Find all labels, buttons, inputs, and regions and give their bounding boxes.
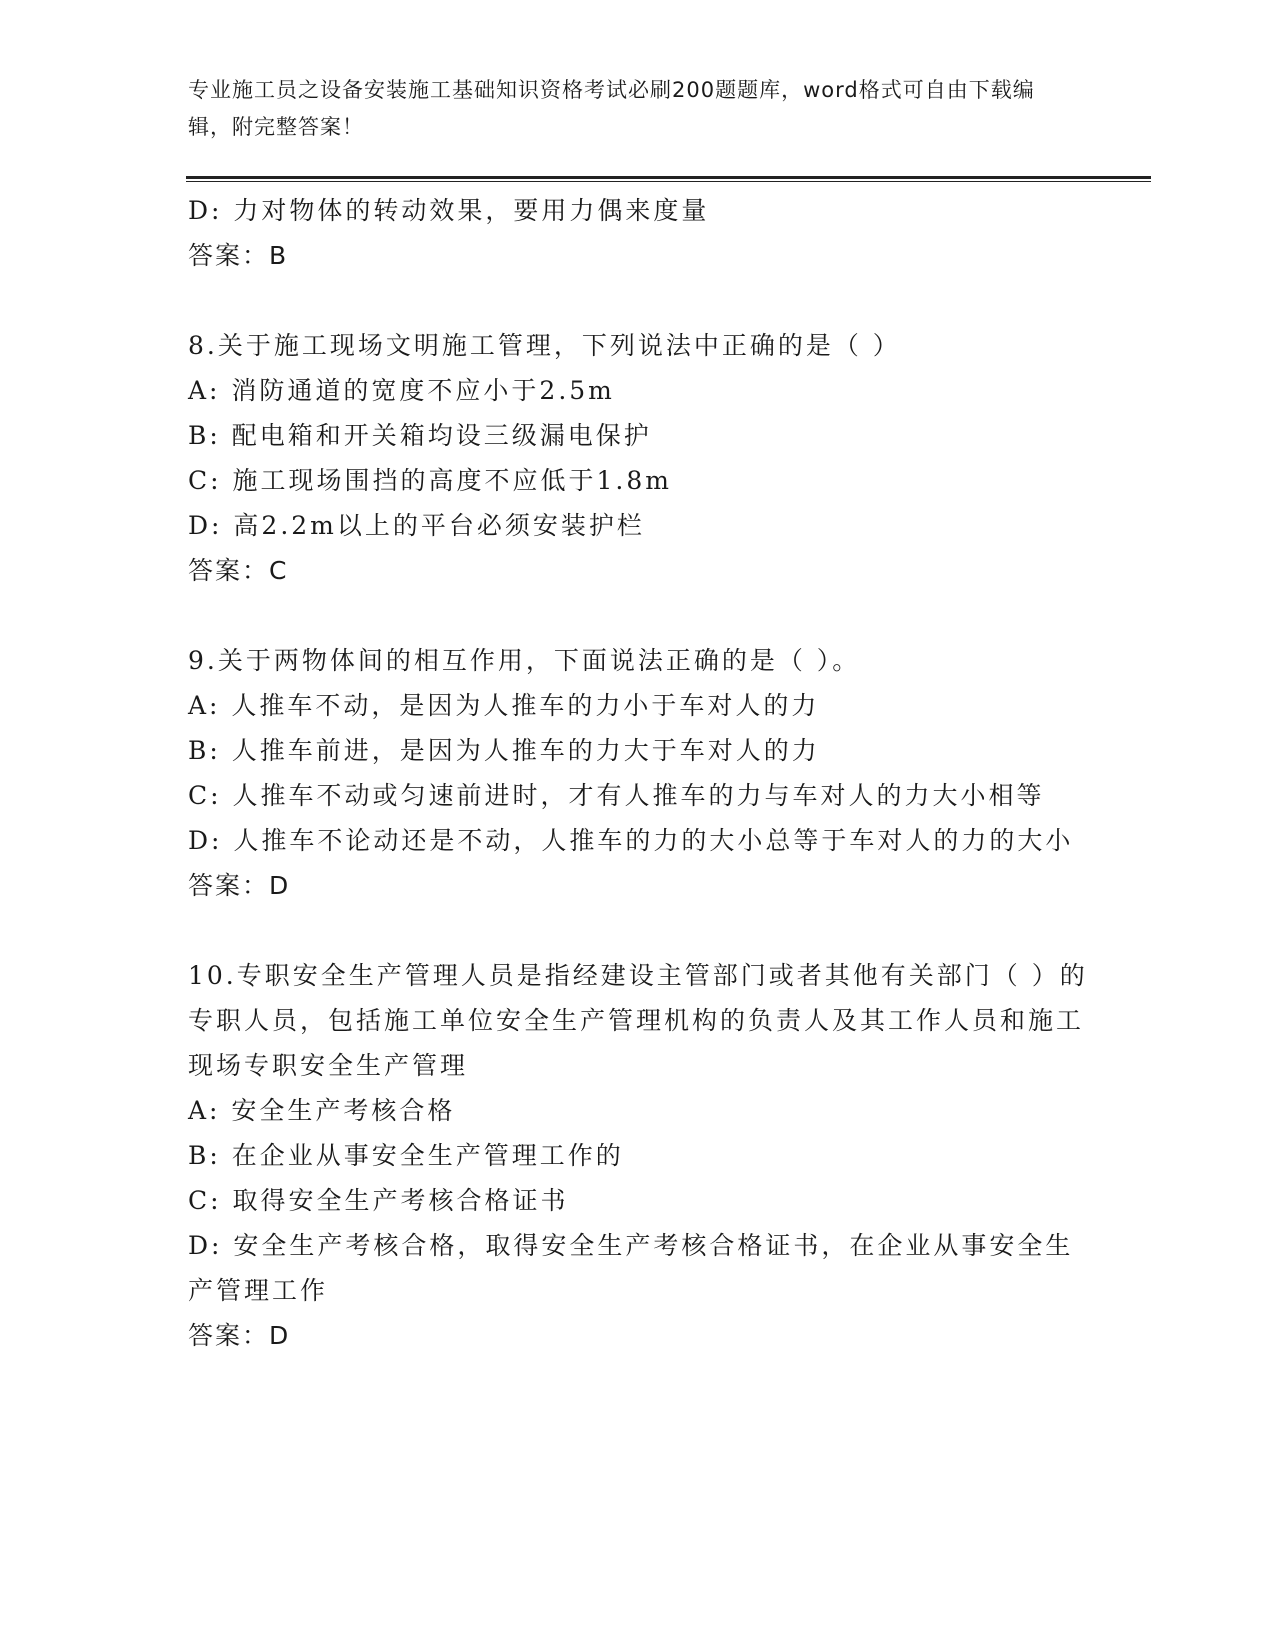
option-a: A: 人推车不动，是因为人推车的力小于车对人的力 (188, 691, 820, 720)
option-c: C: 取得安全生产考核合格证书 (188, 1186, 569, 1215)
question-answer: 答案：D (188, 1321, 291, 1350)
question-stem: 10.专职安全生产管理人员是指经建设主管部门或者其他有关部门（ ）的专职人员，包括施工单位安全生产管理机构的负责人及其工作人员和施工现场专职安全生产管理 (188, 961, 1088, 1080)
option-c: C: 人推车不动或匀速前进时，才有人推车的力与车对人的力大小相等 (188, 781, 1045, 810)
prev-question-option-d: D: 力对物体的转动效果，要用力偶来度量 (188, 196, 710, 225)
document-header-title: 专业施工员之设备安装施工基础知识资格考试必刷200题题库，word格式可自由下载编辑，附完整答案！ (188, 78, 1035, 139)
question-stem: 8.关于施工现场文明施工管理，下列说法中正确的是（ ） (188, 331, 901, 360)
option-b: B: 配电箱和开关箱均设三级漏电保护 (188, 421, 652, 450)
option-c: C: 施工现场围挡的高度不应低于1.8m (188, 466, 672, 495)
question-content (188, 188, 1088, 1358)
option-d: D: 高2.2m以上的平台必须安装护栏 (188, 511, 645, 540)
option-d: D: 安全生产考核合格，取得安全生产考核合格证书，在企业从事安全生产管理工作 (188, 1231, 1074, 1305)
header-divider (186, 176, 1151, 182)
question-answer: 答案：C (188, 556, 289, 585)
prev-question-answer: 答案：B (188, 241, 289, 270)
option-b: B: 人推车前进，是因为人推车的力大于车对人的力 (188, 736, 820, 765)
option-d: D: 人推车不论动还是不动，人推车的力的大小总等于车对人的力的大小 (188, 826, 1074, 855)
option-b: B: 在企业从事安全生产管理工作的 (188, 1141, 624, 1170)
option-a: A: 安全生产考核合格 (188, 1096, 456, 1125)
question-stem: 9.关于两物体间的相互作用，下面说法正确的是（ ）。 (188, 646, 861, 675)
question-answer: 答案：D (188, 871, 291, 900)
option-a: A: 消防通道的宽度不应小于2.5m (188, 376, 615, 405)
